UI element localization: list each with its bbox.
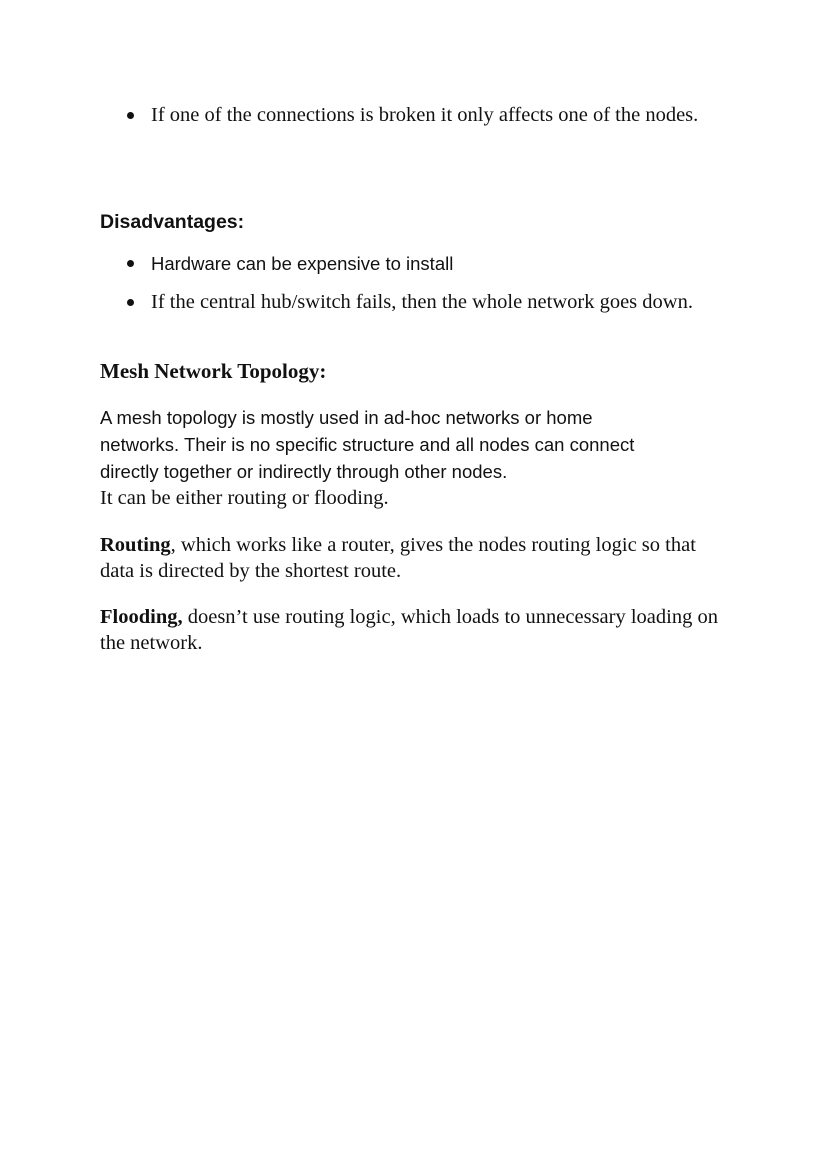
list-item <box>124 102 711 128</box>
routing-term: Routing <box>100 534 171 556</box>
bullet-icon <box>127 299 134 306</box>
flooding-paragraph <box>100 604 720 656</box>
description-line: A mesh topology is mostly used in ad-hoc networks or home <box>100 407 593 428</box>
bullet-icon <box>127 112 134 119</box>
disadvantages-heading: Disadvantages: <box>100 211 245 233</box>
flooding-text: doesn’t use routing logic, which loads to unnecessary loading on the network. <box>100 606 718 654</box>
advantages-list-continued <box>124 102 711 128</box>
routing-text: , which works like a router, gives the nodes routing logic so that data is directed by the shortest route. <box>100 534 696 582</box>
list-item-text: If the central hub/switch fails, then the whole network goes down. <box>151 291 693 313</box>
description-line: networks. Their is no specific structure and all nodes can connect <box>100 434 635 455</box>
list-item-text: If one of the connections is broken it only affects one of the nodes. <box>151 104 699 126</box>
mesh-topology-heading: Mesh Network Topology: <box>100 359 327 383</box>
routing-or-flooding-text: It can be either routing or flooding. <box>100 487 389 509</box>
description-line: directly together or indirectly through other nodes. <box>100 461 508 482</box>
mesh-description <box>100 404 720 511</box>
list-item <box>124 250 711 277</box>
flooding-term: Flooding, <box>100 606 183 628</box>
bullet-icon <box>127 260 134 267</box>
routing-paragraph <box>100 532 720 584</box>
disadvantages-list <box>124 250 711 315</box>
list-item <box>124 289 711 315</box>
list-item-text: Hardware can be expensive to install <box>151 253 454 274</box>
